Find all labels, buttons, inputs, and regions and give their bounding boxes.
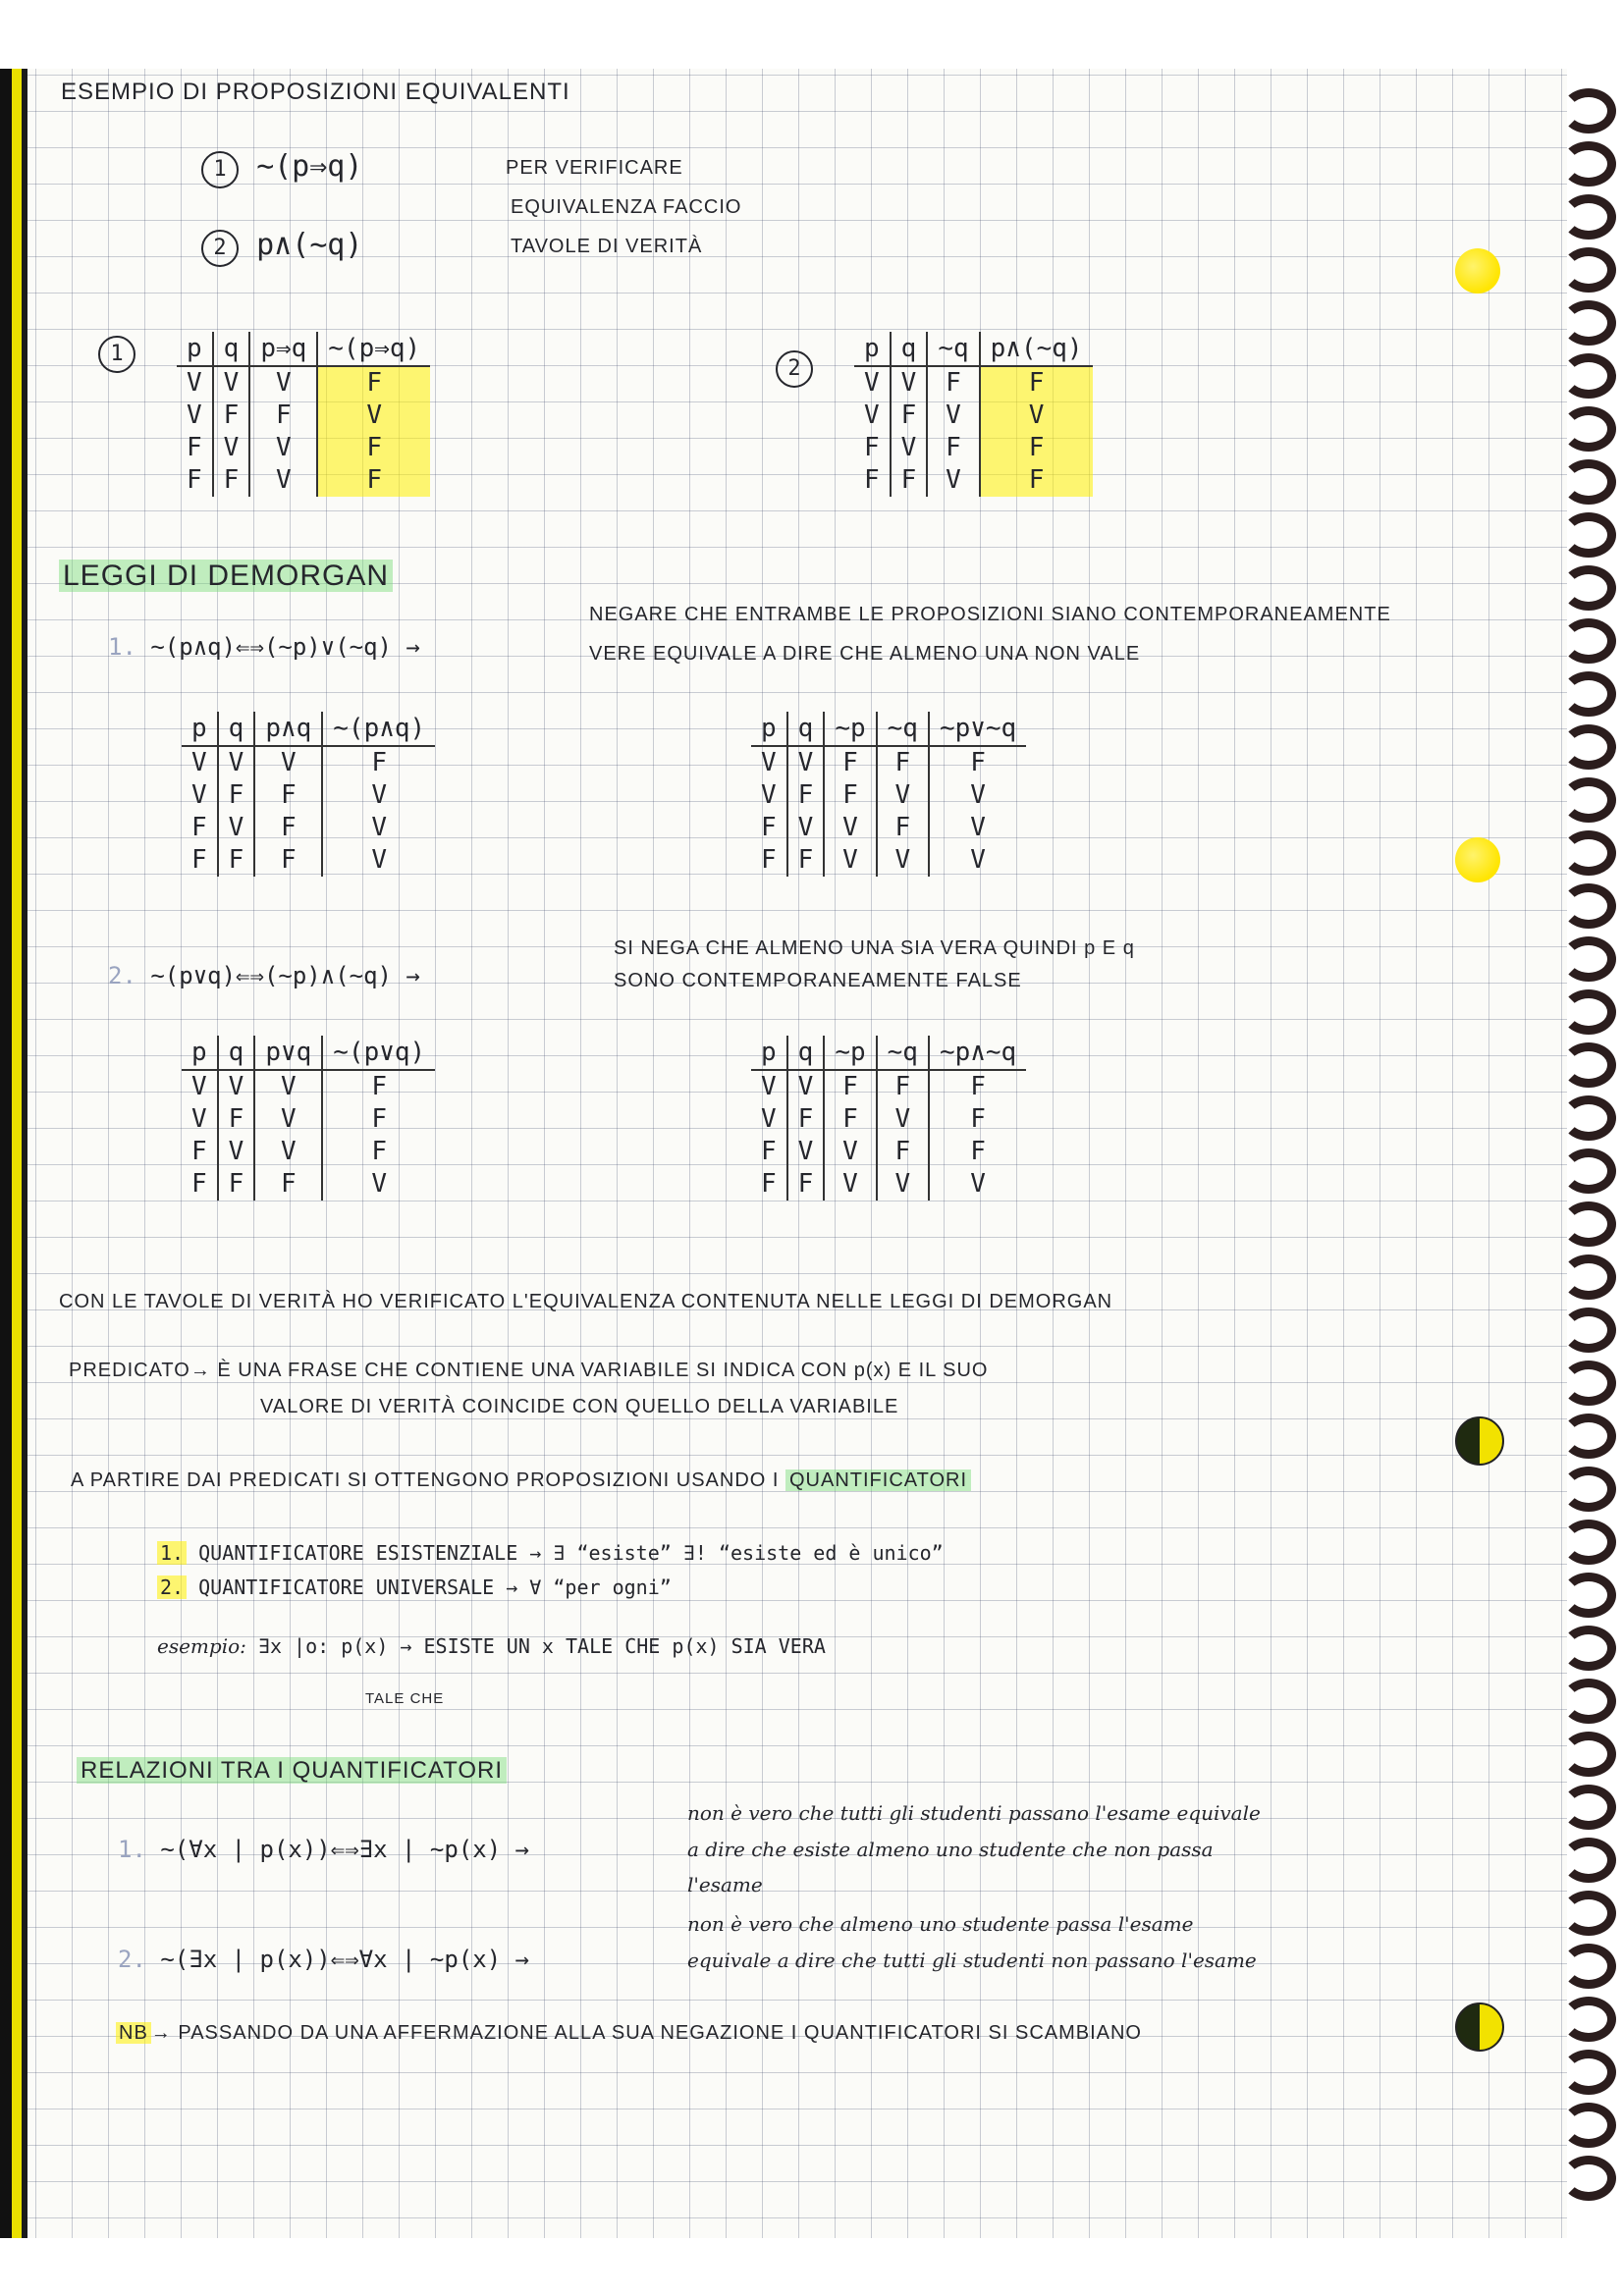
example-2-expression: p∧(∼q) <box>256 228 363 262</box>
example-subnote: TALE CHE <box>365 1690 445 1707</box>
table-header-cell: ∼q <box>927 332 979 366</box>
table-cell: V <box>980 400 1093 432</box>
quantifiers-highlight: QUANTIFICATORI <box>785 1469 971 1491</box>
spiral-coil <box>1561 2103 1616 2148</box>
page-title: ESEMPIO DI PROPOSIZIONI EQUIVALENTI <box>61 79 570 105</box>
example-1-expression: ∼(p⇒q) <box>256 149 363 184</box>
table-cell: V <box>877 1168 929 1201</box>
table-cell: V <box>187 368 202 398</box>
table-cell: V <box>787 812 825 844</box>
law-2 <box>108 962 420 989</box>
spiral-coil <box>1561 936 1616 982</box>
table-row <box>751 1070 1026 1103</box>
table-cell: V <box>191 1072 207 1101</box>
table-cell: F <box>824 779 876 812</box>
table-row <box>182 1070 435 1103</box>
table-cell: V <box>761 1072 777 1101</box>
table-cell: F <box>877 1136 929 1168</box>
example-2-number: 2 <box>201 230 239 267</box>
relations-heading: RELAZIONI TRA I QUANTIFICATORI <box>77 1757 507 1785</box>
spiral-coil <box>1561 565 1616 611</box>
table-cell: V <box>322 1168 435 1201</box>
table-header-cell: ∼q <box>877 1036 929 1070</box>
spiral-coil <box>1561 1520 1616 1565</box>
table-cell: V <box>191 748 207 777</box>
table-header-cell: p <box>182 1036 218 1070</box>
table-cell: V <box>929 812 1026 844</box>
table-header-cell: ∼p∨∼q <box>929 712 1026 746</box>
relation-1-number: 1. <box>118 1836 146 1863</box>
truth-table-4 <box>751 712 1026 877</box>
spiral-coil <box>1561 883 1616 929</box>
table-cell: V <box>824 1136 876 1168</box>
table-cell: V <box>929 1168 1026 1201</box>
table-cell: V <box>864 368 880 398</box>
spiral-coil <box>1561 2156 1616 2201</box>
spiral-coil <box>1561 1785 1616 1830</box>
nb-note <box>116 2022 1142 2045</box>
spiral-coil <box>1561 618 1616 664</box>
table-cell: F <box>864 433 880 462</box>
relation-2-expression: ∼(∃x | p(x))⇐⇒∀x | ∼p(x) → <box>160 1946 530 1973</box>
relation-1-expression: ∼(∀x | p(x))⇐⇒∃x | ∼p(x) → <box>160 1836 530 1863</box>
table-header-row <box>182 712 435 746</box>
table-header-cell: q <box>787 1036 825 1070</box>
table-header-row <box>854 332 1093 366</box>
table-cell: F <box>877 746 929 779</box>
table-cell: F <box>322 1070 435 1103</box>
relation-1-note-a: non è vero che tutti gli studenti passano l'esame equivale <box>687 1801 1261 1825</box>
table-cell: V <box>787 746 825 779</box>
quantifier-universal <box>157 1575 672 1599</box>
table-cell: V <box>191 1104 207 1134</box>
table-cell: F <box>927 366 979 400</box>
punch-hole-top <box>1455 248 1500 294</box>
table-2-number: 2 <box>776 350 813 388</box>
table-cell: F <box>891 464 928 497</box>
table-cell: V <box>877 1103 929 1136</box>
truth-table-5 <box>182 1036 435 1201</box>
quantifiers-intro <box>71 1469 971 1492</box>
punch-hole-middle <box>1455 837 1500 882</box>
spiral-coil <box>1561 1095 1616 1141</box>
table-cell: F <box>824 1103 876 1136</box>
law-2-note-a: SI NEGA CHE ALMENO UNA SIA VERA QUINDI p E q <box>614 937 1135 959</box>
table-cell: F <box>191 1137 207 1166</box>
table-cell: F <box>218 1168 255 1201</box>
punch-hole-bottom <box>1455 2002 1504 2052</box>
table-cell: V <box>218 812 255 844</box>
quantifier-1-text: QUANTIFICATORE ESISTENZIALE → ∃ “esiste” ∃! “esiste ed è unico” <box>198 1541 944 1565</box>
quantifier-example <box>157 1634 826 1658</box>
relation-2 <box>118 1946 529 1973</box>
law-1-note-b: VERE EQUIVALE A DIRE CHE ALMENO UNA NON VALE <box>589 643 1141 665</box>
table-header-cell: q <box>218 712 255 746</box>
table-cell: F <box>980 432 1093 464</box>
table-cell: V <box>317 400 430 432</box>
table-row <box>854 432 1093 464</box>
quantifiers-intro-text: A PARTIRE DAI PREDICATI SI OTTENGONO PROPOSIZIONI USANDO I <box>71 1469 780 1491</box>
table-row <box>177 366 430 400</box>
law-1-number: 1. <box>108 633 136 661</box>
truth-table-3 <box>182 712 435 877</box>
table-cell: F <box>218 1103 255 1136</box>
example-1 <box>201 149 362 188</box>
spiral-coil <box>1561 1148 1616 1194</box>
table-cell: V <box>877 779 929 812</box>
table-cell: F <box>929 1136 1026 1168</box>
example-1-number: 1 <box>201 151 239 188</box>
table-row <box>751 746 1026 779</box>
table-row <box>751 812 1026 844</box>
table-cell: F <box>787 1103 825 1136</box>
quantifier-existential <box>157 1541 944 1565</box>
table-cell: F <box>929 1070 1026 1103</box>
table-cell: V <box>254 746 322 779</box>
example-2 <box>201 228 362 267</box>
table-cell: V <box>824 844 876 877</box>
table-header-cell: p⇒q <box>249 332 317 366</box>
table-header-cell: ∼q <box>877 712 929 746</box>
table-header-cell: ∼p∧∼q <box>929 1036 1026 1070</box>
spiral-coil <box>1561 724 1616 770</box>
table-cell: V <box>891 432 928 464</box>
table-cell: V <box>218 1070 255 1103</box>
spiral-coil <box>1561 1838 1616 1883</box>
table-row <box>182 812 435 844</box>
truth-table-2 <box>854 332 1093 497</box>
relation-1 <box>118 1836 529 1863</box>
table-1-number: 1 <box>98 336 135 373</box>
table-cell: F <box>927 432 979 464</box>
spiral-coil <box>1561 1997 1616 2042</box>
table-cell: F <box>891 400 928 432</box>
spiral-coil <box>1561 88 1616 133</box>
table-cell: V <box>929 844 1026 877</box>
table-cell: F <box>218 844 255 877</box>
punch-hole-lower <box>1455 1416 1504 1466</box>
table-header-cell: p <box>182 712 218 746</box>
spiral-coil <box>1561 1361 1616 1406</box>
spiral-coil <box>1561 1944 1616 1989</box>
spiral-coil <box>1561 459 1616 505</box>
table-cell: V <box>322 812 435 844</box>
predicate-line-2: VALORE DI VERITÀ COINCIDE CON QUELLO DELLA VARIABILE <box>260 1396 899 1417</box>
table-cell: V <box>322 779 435 812</box>
table-cell: V <box>249 464 317 497</box>
table-header-cell: q <box>787 712 825 746</box>
table-cell: V <box>218 746 255 779</box>
table-cell: V <box>761 780 777 810</box>
table-cell: V <box>322 844 435 877</box>
table-header-cell: p <box>751 1036 787 1070</box>
table-cell: F <box>317 432 430 464</box>
table-cell: V <box>877 844 929 877</box>
table-cell: F <box>191 1169 207 1199</box>
table-cell: F <box>317 464 430 497</box>
table-cell: F <box>254 779 322 812</box>
spiral-coil <box>1561 406 1616 452</box>
spiral-coil <box>1561 1467 1616 1512</box>
table-row <box>751 844 1026 877</box>
spiral-coil <box>1561 194 1616 240</box>
spiral-coil <box>1561 1042 1616 1088</box>
table-header-cell: p <box>751 712 787 746</box>
table-header-row <box>751 712 1026 746</box>
table-header-cell: q <box>891 332 928 366</box>
table-cell: F <box>249 400 317 432</box>
truth-table-6 <box>751 1036 1026 1201</box>
spiral-coil <box>1561 300 1616 346</box>
relation-1-note-c: l'esame <box>687 1873 763 1896</box>
table-cell: F <box>187 433 202 462</box>
table-header-row <box>751 1036 1026 1070</box>
law-2-note-b: SONO CONTEMPORANEAMENTE FALSE <box>614 970 1022 991</box>
law-1-expression: ∼(p∧q)⇐⇒(∼p)∨(∼q) → <box>150 633 420 661</box>
table-row <box>854 464 1093 497</box>
table-cell: F <box>980 366 1093 400</box>
table-row <box>854 400 1093 432</box>
notebook-edge <box>0 69 22 2238</box>
law-1-note-a: NEGARE CHE ENTRAMBE LE PROPOSIZIONI SIANO CONTEMPORANEAMENTE <box>589 604 1391 625</box>
law-1 <box>108 633 420 661</box>
spiral-coil <box>1561 1732 1616 1777</box>
table-cell: F <box>877 1070 929 1103</box>
table-2-label <box>776 348 813 388</box>
table-cell: F <box>213 464 250 497</box>
table-cell: F <box>787 1168 825 1201</box>
spiral-coil <box>1561 1573 1616 1618</box>
spiral-coil <box>1561 353 1616 399</box>
predicate-definition <box>69 1360 988 1382</box>
table-header-cell: ∼(p∧q) <box>322 712 435 746</box>
law-2-number: 2. <box>108 962 136 989</box>
table-row <box>182 779 435 812</box>
table-cell: F <box>787 779 825 812</box>
table-cell: F <box>187 465 202 495</box>
law-2-expression: ∼(p∨q)⇐⇒(∼p)∧(∼q) → <box>150 962 420 989</box>
spiral-coil <box>1561 2050 1616 2095</box>
table-cell: V <box>787 1136 825 1168</box>
spiral-coil <box>1561 1308 1616 1353</box>
table-cell: V <box>213 366 250 400</box>
table-cell: F <box>824 746 876 779</box>
table-row <box>751 779 1026 812</box>
table-cell: F <box>322 1136 435 1168</box>
truth-table-1 <box>177 332 430 497</box>
spiral-coil <box>1561 141 1616 187</box>
table-row <box>177 432 430 464</box>
spiral-coil <box>1561 1626 1616 1671</box>
table-cell: V <box>249 432 317 464</box>
table-1-label <box>98 334 135 373</box>
table-cell: F <box>213 400 250 432</box>
table-cell: V <box>864 400 880 430</box>
table-cell: V <box>824 1168 876 1201</box>
table-cell: F <box>761 845 777 875</box>
table-header-cell: p <box>177 332 213 366</box>
spiral-coil <box>1561 989 1616 1035</box>
table-header-cell: ∼p <box>824 1036 876 1070</box>
table-cell: F <box>254 812 322 844</box>
page-bottom-margin <box>0 2238 1623 2296</box>
demorgan-heading: LEGGI DI DEMORGAN <box>59 560 393 593</box>
table-header-row <box>177 332 430 366</box>
table-cell: F <box>864 465 880 495</box>
table-row <box>182 1103 435 1136</box>
table-cell: F <box>929 746 1026 779</box>
table-cell: V <box>254 1103 322 1136</box>
table-row <box>751 1136 1026 1168</box>
spiral-coil <box>1561 671 1616 717</box>
table-cell: V <box>761 748 777 777</box>
table-cell: V <box>891 366 928 400</box>
table-row <box>177 400 430 432</box>
table-row <box>182 1168 435 1201</box>
table-cell: F <box>761 1169 777 1199</box>
table-cell: F <box>761 813 777 842</box>
relation-2-note-b: equivale a dire che tutti gli studenti non passano l'esame <box>687 1949 1257 1972</box>
table-row <box>177 464 430 497</box>
spiral-coil <box>1561 512 1616 558</box>
table-cell: F <box>929 1103 1026 1136</box>
table-cell: V <box>787 1070 825 1103</box>
table-cell: V <box>187 400 202 430</box>
spiral-coil <box>1561 247 1616 293</box>
table-header-cell: p∧q <box>254 712 322 746</box>
table-header-row <box>182 1036 435 1070</box>
table-header-cell: p∨q <box>254 1036 322 1070</box>
quantifier-2-number: 2. <box>157 1575 187 1599</box>
table-cell: F <box>761 1137 777 1166</box>
table-cell: V <box>191 780 207 810</box>
table-cell: F <box>980 464 1093 497</box>
table-row <box>182 746 435 779</box>
nb-text: → PASSANDO DA UNA AFFERMAZIONE ALLA SUA NEGAZIONE I QUANTIFICATORI SI SCAMBIANO <box>150 2022 1142 2044</box>
spiral-coil <box>1561 830 1616 876</box>
table-cell: V <box>254 1070 322 1103</box>
table-cell: V <box>927 464 979 497</box>
spiral-coil <box>1561 1201 1616 1247</box>
table-cell: F <box>787 844 825 877</box>
spiral-coil <box>1561 1414 1616 1459</box>
table-cell: F <box>322 746 435 779</box>
table-header-cell: ∼p <box>824 712 876 746</box>
table-cell: V <box>929 779 1026 812</box>
table-header-cell: ∼(p∨q) <box>322 1036 435 1070</box>
verified-statement: CON LE TAVOLE DI VERITÀ HO VERIFICATO L'EQUIVALENZA CONTENUTA NELLE LEGGI DI DEMORGAN <box>59 1291 1113 1312</box>
nb-label: NB <box>116 2022 151 2044</box>
quantifier-1-number: 1. <box>157 1541 187 1565</box>
table-header-cell: q <box>218 1036 255 1070</box>
table-row <box>182 844 435 877</box>
spiral-coil <box>1561 1891 1616 1936</box>
table-cell: V <box>927 400 979 432</box>
relation-1-note-b: a dire che esiste almeno uno studente che non passa <box>687 1838 1214 1861</box>
table-header-cell: p <box>854 332 891 366</box>
table-cell: F <box>824 1070 876 1103</box>
table-cell: F <box>191 845 207 875</box>
table-cell: V <box>824 812 876 844</box>
spiral-coil <box>1561 1255 1616 1300</box>
spiral-coil <box>1561 1679 1616 1724</box>
example-label: esempio: <box>157 1634 246 1658</box>
table-row <box>751 1168 1026 1201</box>
example-expression: ∃x |o: p(x) → ESISTE UN x TALE CHE p(x) SIA VERA <box>257 1634 826 1658</box>
predicate-line-1: → È UNA FRASE CHE CONTIENE UNA VARIABILE SI INDICA CON p(x) E IL SUO <box>189 1360 989 1381</box>
example-note-line-2: EQUIVALENZA FACCIO <box>511 196 742 218</box>
table-header-cell: ∼(p⇒q) <box>317 332 430 366</box>
table-row <box>751 1103 1026 1136</box>
quantifier-2-text: QUANTIFICATORE UNIVERSALE → ∀ “per ogni” <box>198 1575 672 1599</box>
table-cell: F <box>191 813 207 842</box>
table-cell: F <box>254 1168 322 1201</box>
table-cell: F <box>322 1103 435 1136</box>
predicate-label: PREDICATO <box>69 1360 190 1381</box>
table-cell: F <box>877 812 929 844</box>
table-cell: V <box>218 1136 255 1168</box>
table-cell: F <box>218 779 255 812</box>
table-cell: F <box>317 366 430 400</box>
example-note-line-1: PER VERIFICARE <box>506 157 683 179</box>
table-row <box>182 1136 435 1168</box>
spiral-binding <box>1561 69 1623 2238</box>
table-cell: V <box>249 366 317 400</box>
example-note-line-3: TAVOLE DI VERITÀ <box>511 236 703 257</box>
table-header-cell: p∧(∼q) <box>980 332 1093 366</box>
spiral-coil <box>1561 777 1616 823</box>
table-cell: F <box>254 844 322 877</box>
table-cell: V <box>213 432 250 464</box>
relation-2-number: 2. <box>118 1946 146 1973</box>
table-cell: V <box>254 1136 322 1168</box>
table-cell: V <box>761 1104 777 1134</box>
relation-2-note-a: non è vero che almeno uno studente passa l'esame <box>687 1912 1194 1936</box>
table-header-cell: q <box>213 332 250 366</box>
table-row <box>854 366 1093 400</box>
